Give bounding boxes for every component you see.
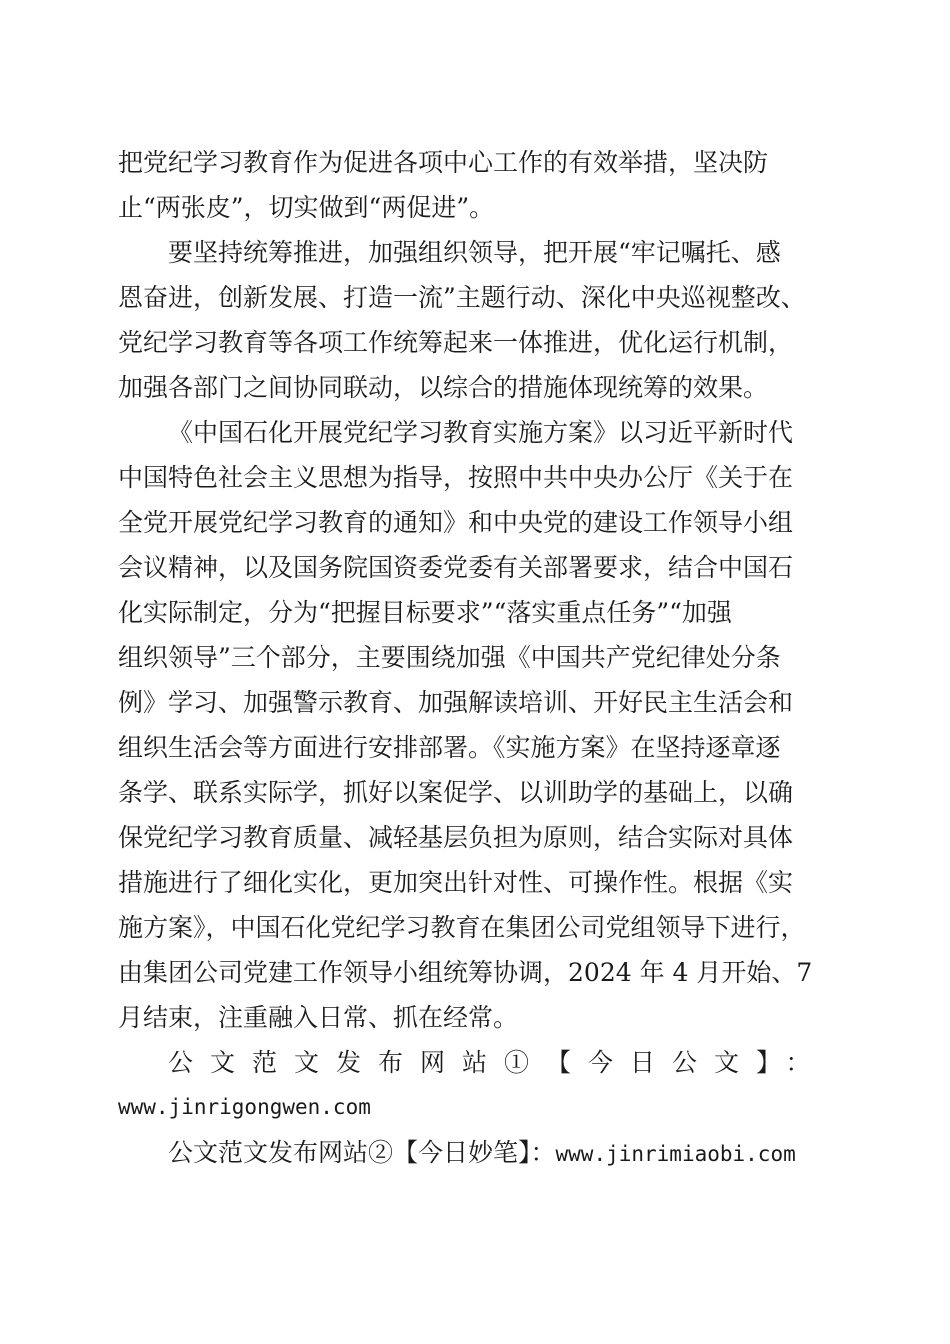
text-line: 会议精神，以及国务院国资委党委有关部署要求，结合中国石 [118,553,794,582]
text-line: 保党纪学习教育质量、减轻基层负担为原则，结合实际对具体 [118,823,794,852]
text-line: 施方案》，中国石化党纪学习教育在集团公司党组领导下进行， [118,913,806,942]
site1-url[interactable]: www.jinrigongwen.com [118,1095,371,1119]
text-line: 全党开展党纪学习教育的通知》和中央党的建设工作领导小组 [118,508,794,537]
text-line: 恩奋进，创新发展、打造一流”主题行动、深化中央巡视整改、 [118,283,806,312]
footer-links [118,1040,828,1175]
site2-label: 公文范文发布网站②【今日妙笔】： [168,1138,556,1167]
site1-label: 公文范文发布网站①【今日公文】： [168,1048,828,1077]
site2-url[interactable]: www.jinrimiaobi.com [555,1142,796,1166]
paragraph-1 [118,140,828,230]
paragraph-3 [118,410,828,1040]
text-line: 措施进行了细化实化，更加突出针对性、可操作性。根据《实 [118,868,794,897]
text-line: 把党纪学习教育作为促进各项中心工作的有效举措，坚决防 [118,148,769,177]
text-line: 《中国石化开展党纪学习教育实施方案》以习近平新时代 [168,418,794,447]
text-line: 组织领导”三个部分，主要围绕加强《中国共产党纪律处分条 [118,643,781,672]
text-line: 化实际制定，分为“把握目标要求”“落实重点任务”“加强 [118,598,732,627]
text-line: 组织生活会等方面进行安排部署。《实施方案》在坚持逐章逐 [118,733,781,762]
text-line: 要坚持统筹推进，加强组织领导，把开展“牢记嘱托、感 [168,238,781,267]
document-body [118,140,828,1175]
text-line: 由集团公司党建工作领导小组统筹协调，2024 年 4 月开始、7 [118,958,813,987]
text-line: 中国特色社会主义思想为指导，按照中共中央办公厅《关于在 [118,463,794,492]
site2-line [118,1130,828,1175]
text-line: 月结束，注重融入日常、抓在经常。 [118,1003,519,1032]
text-line: 条学、联系实际学，抓好以案促学、以训助学的基础上，以确 [118,778,794,807]
text-line: 例》学习、加强警示教育、加强解读培训、开好民主生活会和 [118,688,794,717]
text-line: 止“两张皮”，切实做到“两促进”。 [118,193,495,222]
text-line: 加强各部门之间协同联动，以综合的措施体现统筹的效果。 [118,373,769,402]
text-line: 党纪学习教育等各项工作统筹起来一体推进，优化运行机制， [118,328,794,357]
paragraph-2 [118,230,828,410]
